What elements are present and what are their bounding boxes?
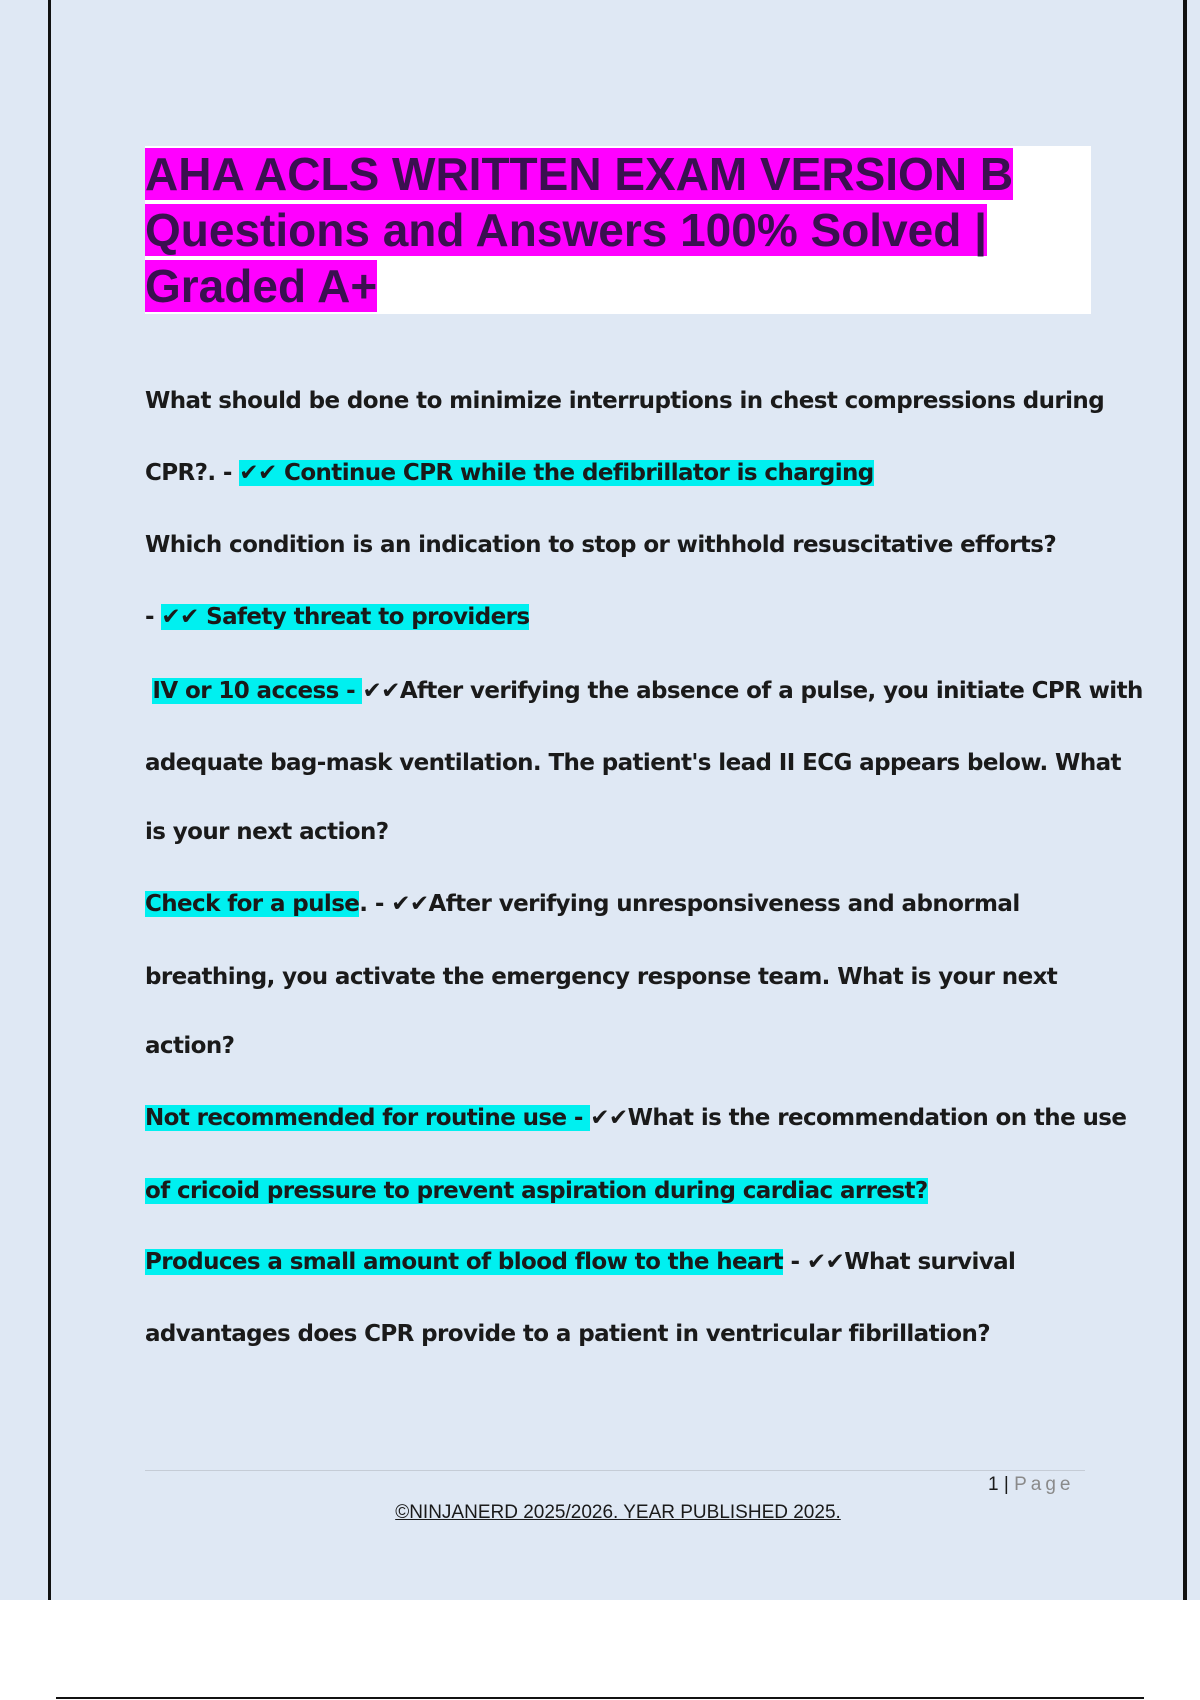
bottom-divider [56, 1697, 1144, 1699]
title-block [145, 146, 1091, 314]
page-number [988, 1474, 1074, 1496]
copyright-notice: ©NINJANERD 2025/2026. YEAR PUBLISHED 2025. [395, 1502, 841, 1523]
page-number-separator: | [998, 1474, 1015, 1495]
qa-text: breathing, you activate the emergency response team. What is your next [145, 964, 1058, 990]
qa-line [145, 675, 1143, 707]
answer-highlight: Check for a pulse [145, 891, 360, 917]
qa-line [145, 601, 529, 633]
qa-text: advantages does CPR provide to a patient in ventricular fibrillation? [145, 1321, 990, 1347]
qa-line [145, 385, 1104, 417]
qa-text: CPR?. - [145, 460, 240, 486]
qa-line [145, 961, 1057, 993]
qa-text: - [145, 604, 162, 630]
qa-text: adequate bag-mask ventilation. The patient's lead II ECG appears below. What [145, 750, 1121, 776]
title-line-3: Graded A+ [145, 260, 378, 312]
qa-line [145, 1175, 928, 1207]
title-line-2: Questions and Answers 100% Solved | [145, 204, 987, 256]
answer-highlight: Not recommended for routine use - [145, 1105, 591, 1131]
document-title [145, 146, 1091, 314]
answer-highlight: of cricoid pressure to prevent aspiration during cardiac arrest? [145, 1178, 928, 1204]
qa-line [145, 1102, 1126, 1134]
answer-highlight: ✔✔ Safety threat to providers [161, 604, 530, 630]
page-number-value: 1 [988, 1474, 999, 1495]
qa-line [145, 888, 1020, 920]
qa-text: . - ✔✔After verifying unresponsiveness and abnormal [359, 891, 1020, 917]
qa-line [145, 457, 874, 489]
qa-text: - ✔✔What survival [783, 1249, 1016, 1275]
qa-text: action? [145, 1033, 235, 1059]
qa-text: What should be done to minimize interruptions in chest compressions during [145, 388, 1105, 414]
qa-line [145, 529, 1056, 561]
qa-line [145, 816, 388, 848]
page-border-left [48, 0, 51, 1600]
qa-text: ✔✔After verifying the absence of a pulse, you initiate CPR with [362, 678, 1143, 704]
page-border-right [1183, 0, 1187, 1600]
footer-divider [145, 1470, 1085, 1471]
title-line-1: AHA ACLS WRITTEN EXAM VERSION B [145, 148, 1014, 200]
answer-highlight: ✔✔ Continue CPR while the defibrillator is charging [239, 460, 874, 486]
qa-line [145, 1318, 990, 1350]
answer-highlight: IV or 10 access - [152, 678, 363, 704]
qa-text: Which condition is an indication to stop or withhold resuscitative efforts? [145, 532, 1057, 558]
qa-text: ✔✔What is the recommendation on the use [590, 1105, 1127, 1131]
qa-line [145, 747, 1121, 779]
answer-highlight: Produces a small amount of blood flow to the heart [145, 1249, 784, 1275]
qa-text: is your next action? [145, 819, 389, 845]
qa-line [145, 1030, 234, 1062]
page-label: Page [1014, 1474, 1075, 1495]
qa-line [145, 1246, 1015, 1278]
